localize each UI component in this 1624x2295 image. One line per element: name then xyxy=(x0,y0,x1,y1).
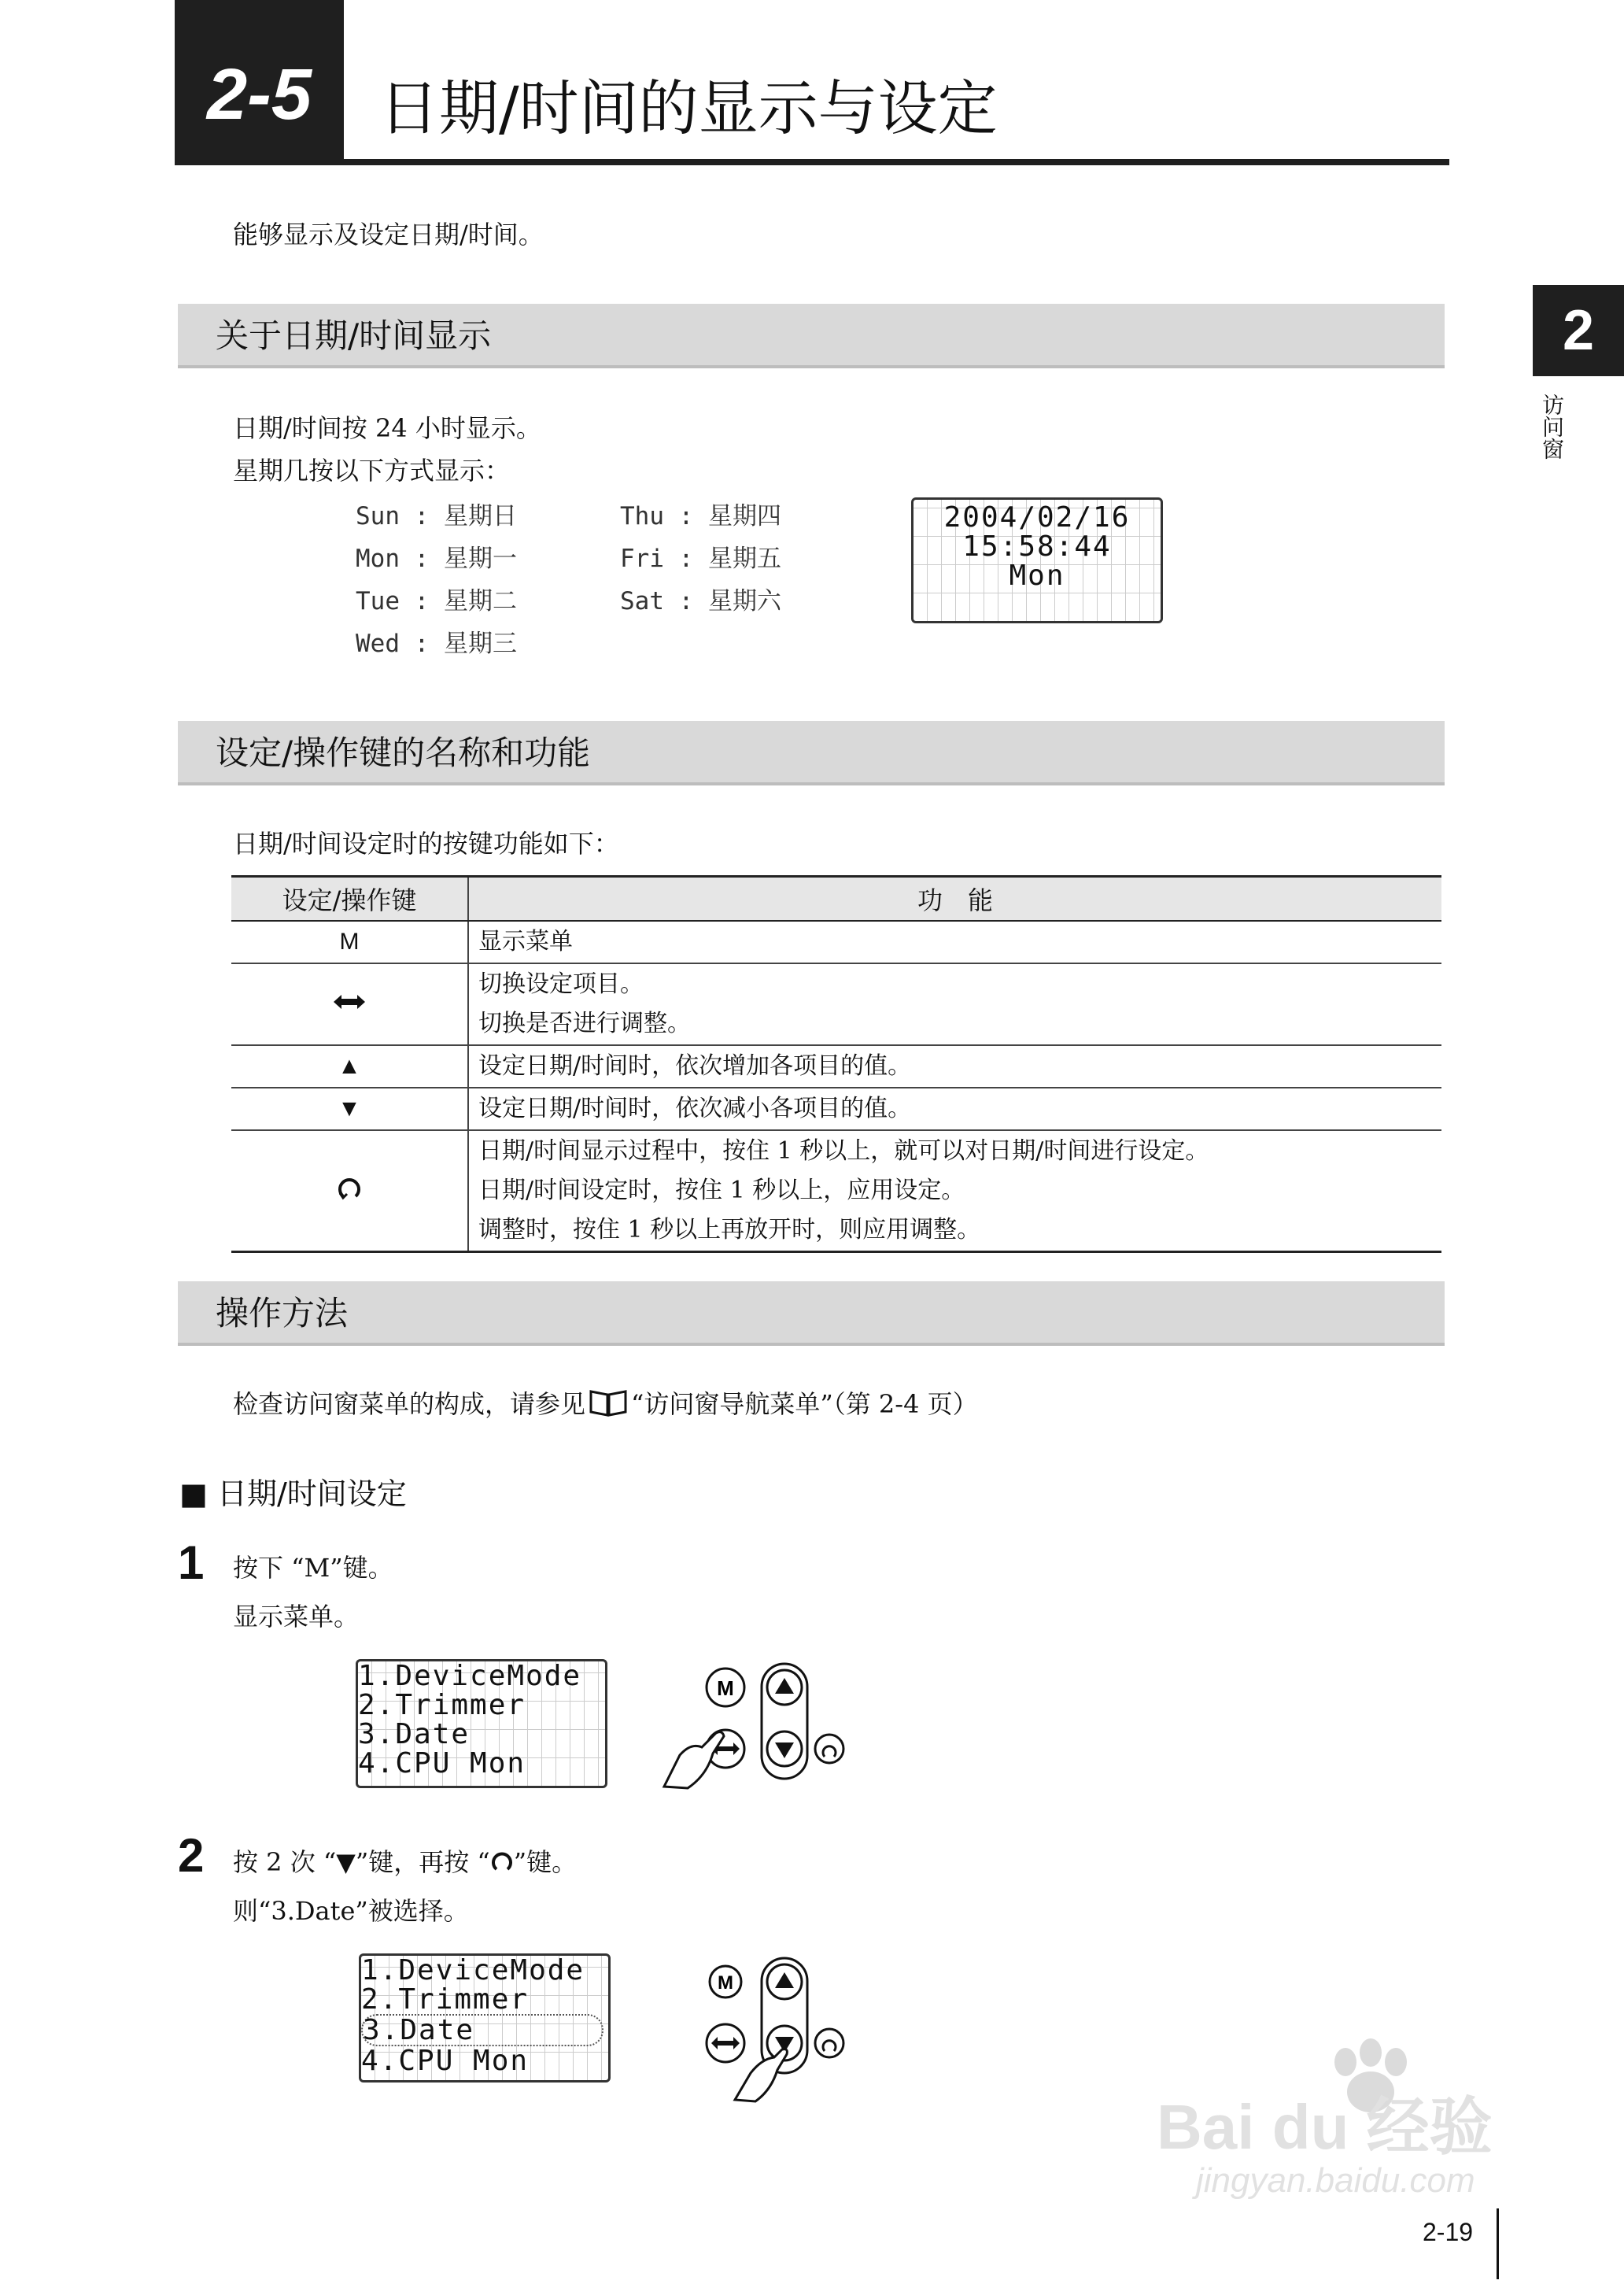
hand-pointer-icon xyxy=(664,1732,724,1788)
section-heading-keys xyxy=(178,721,1445,785)
section-title: 操作方法 xyxy=(216,1294,349,1332)
function-cell xyxy=(468,1088,1441,1130)
intro-text: 能够显示及设定日期/时间。 xyxy=(233,220,544,249)
subheading: ■ 日期/时间设定 xyxy=(179,1476,407,1511)
function-cell xyxy=(468,963,1441,1045)
page-title: 日期/时间的显示与设定 xyxy=(379,73,998,143)
enter-icon xyxy=(823,2041,836,2051)
step-instruction xyxy=(233,1846,577,1880)
table-row xyxy=(231,921,1441,963)
display-line-1: 日期/时间按 24 小时显示。 xyxy=(233,413,541,443)
lcd-menu-item: 3.Date xyxy=(358,1718,471,1750)
lcd-menu-item: 1.DeviceMode xyxy=(361,1954,585,1986)
display-line-2: 星期几按以下方式显示： xyxy=(233,456,511,486)
function-text: 切换设定项目。 xyxy=(478,970,644,998)
m-key-label: M xyxy=(718,1972,733,1994)
function-text: 日期/时间设定时，按住 1 秒以上，应用设定。 xyxy=(478,1177,965,1204)
step-result: 显示菜单。 xyxy=(233,1602,360,1632)
key-function-table xyxy=(231,875,1441,1253)
section-heading-display xyxy=(178,304,1445,368)
down-arrow-icon: ▼ xyxy=(231,1088,468,1130)
enter-icon xyxy=(823,1746,836,1757)
m-key-label: M xyxy=(717,1676,734,1700)
watermark-brand: Bai du 经验 xyxy=(1157,2092,1493,2162)
enter-key[interactable] xyxy=(815,1735,843,1763)
left-right-arrow-icon xyxy=(711,2037,740,2049)
enter-key[interactable] xyxy=(815,2029,843,2057)
baidu-watermark xyxy=(1149,2031,1526,2204)
lcd-menu-item: 4.CPU Mon xyxy=(358,1747,526,1779)
lcd-menu-item: 2.Trimmer xyxy=(361,1983,530,2016)
function-cell xyxy=(468,1130,1441,1252)
function-text: 显示菜单 xyxy=(478,928,573,955)
lcd-menu-item: 1.DeviceMode xyxy=(358,1660,582,1692)
enter-icon xyxy=(490,1849,514,1880)
lcd-date: 2004/02/16 xyxy=(943,501,1131,534)
table-header: 功 能 xyxy=(468,877,1441,922)
up-arrow-icon: ▲ xyxy=(231,1045,468,1088)
table-header: 设定/操作键 xyxy=(231,877,468,922)
side-tab-number: 2 xyxy=(1562,299,1595,362)
table-row xyxy=(231,1045,1441,1088)
up-arrow-icon xyxy=(775,1678,794,1694)
step-instruction: 按下 “M”键。 xyxy=(233,1553,393,1583)
hand-pointer-icon xyxy=(735,2049,787,2101)
step-number: 2 xyxy=(178,1829,205,1882)
side-tab-label: 访问窗 xyxy=(1539,394,1565,460)
step-result: 则“3.Date”被选择。 xyxy=(233,1896,469,1926)
chapter-number: 2-5 xyxy=(207,54,312,135)
down-arrow-icon xyxy=(775,1743,794,1758)
lcd-menu-item-selected: 3.Date xyxy=(361,2014,603,2046)
weekday-item: Mon : 星期一 xyxy=(356,545,517,573)
table-row xyxy=(231,1130,1441,1252)
reference-link[interactable]: “访问窗导航菜单”（第 2-4 页） xyxy=(631,1389,978,1419)
lcd-menu-item: 4.CPU Mon xyxy=(361,2045,530,2077)
reference-text: 检查访问窗菜单的构成，请参见 xyxy=(233,1389,586,1419)
step-instruction-text: ”键。 xyxy=(513,1847,578,1877)
weekday-item: Tue : 星期二 xyxy=(356,587,517,615)
lcd-time: 15:58:44 xyxy=(962,530,1112,563)
lcd-menu-display xyxy=(356,1659,607,1788)
keypad-step2 xyxy=(656,1955,845,2108)
table-row xyxy=(231,1088,1441,1130)
reference-line xyxy=(233,1388,978,1424)
section-title: 设定/操作键的名称和功能 xyxy=(216,734,591,772)
keys-intro: 日期/时间设定时的按键功能如下： xyxy=(233,829,619,859)
title-rule xyxy=(175,159,1449,165)
function-cell xyxy=(468,921,1441,963)
function-text: 调整时，按住 1 秒以上再放开时，则应用调整。 xyxy=(478,1216,981,1244)
weekday-item: Thu : 星期四 xyxy=(620,502,781,530)
step-instruction-text: 按 2 次 “▼”键，再按 “ xyxy=(233,1847,490,1877)
function-text: 切换是否进行调整。 xyxy=(478,1010,691,1037)
weekday-item: Fri : 星期五 xyxy=(620,545,781,573)
page-number: 2-19 xyxy=(1423,2218,1474,2246)
step-number: 1 xyxy=(178,1536,205,1589)
lcd-menu-item: 2.Trimmer xyxy=(358,1689,526,1721)
function-text: 设定日期/时间时，依次增加各项目的值。 xyxy=(478,1052,912,1080)
weekday-item: Sat : 星期六 xyxy=(620,587,781,615)
key-m: M xyxy=(231,921,468,963)
lcd-weekday: Mon xyxy=(1009,560,1065,592)
book-icon xyxy=(589,1388,628,1424)
function-cell xyxy=(468,1045,1441,1088)
keypad-step1 xyxy=(656,1661,845,1798)
section-heading-operation xyxy=(178,1281,1445,1346)
up-arrow-icon xyxy=(775,1972,794,1988)
lcd-menu-display xyxy=(359,1953,611,2082)
table-row xyxy=(231,963,1441,1045)
lcd-date-display xyxy=(911,497,1163,623)
section-title: 关于日期/时间显示 xyxy=(216,316,492,355)
left-right-arrow-icon xyxy=(231,963,468,1045)
function-text: 设定日期/时间时，依次减小各项目的值。 xyxy=(478,1095,912,1122)
function-text: 日期/时间显示过程中，按住 1 秒以上，就可以对日期/时间进行设定。 xyxy=(478,1137,1209,1165)
table-header-row xyxy=(231,877,1441,922)
enter-icon xyxy=(231,1130,468,1252)
weekday-item: Sun : 星期日 xyxy=(356,502,517,530)
page-rule xyxy=(1497,2208,1499,2279)
watermark-url: jingyan.baidu.com xyxy=(1196,2161,1475,2200)
weekday-item: Wed : 星期三 xyxy=(356,630,517,658)
